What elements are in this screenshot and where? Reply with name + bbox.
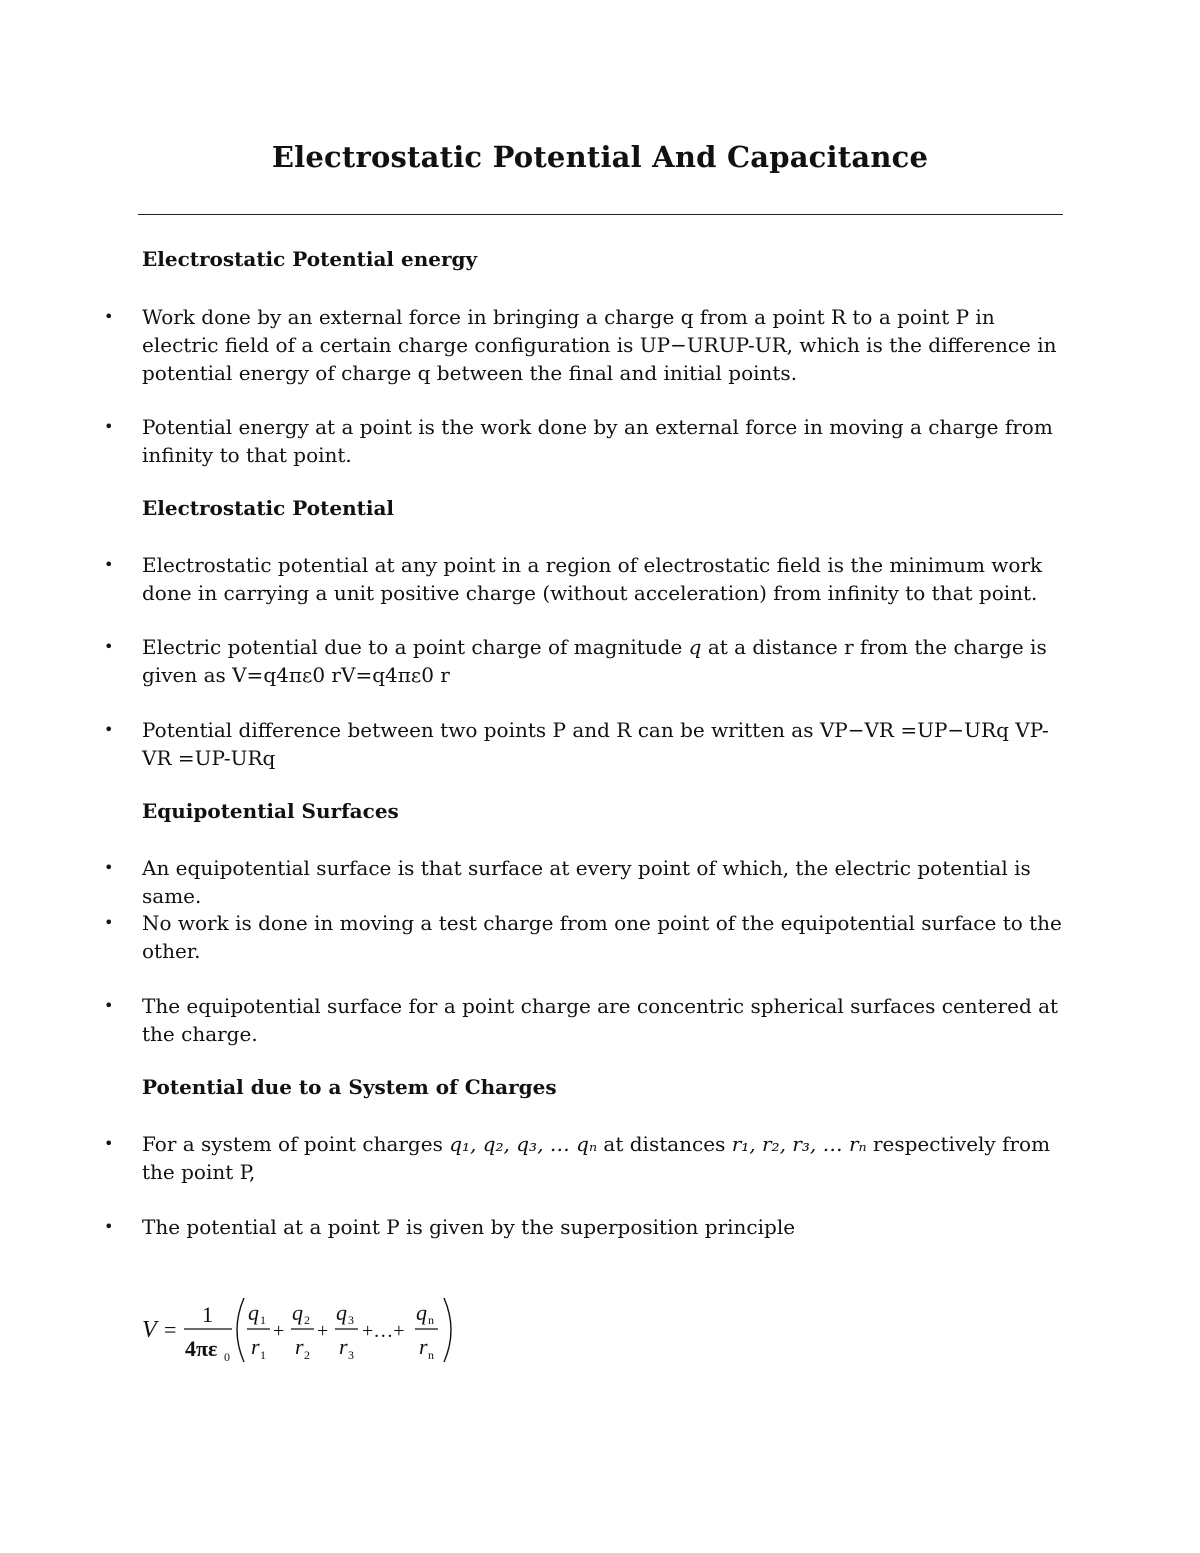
bullet-potential-definition: Electrostatic potential at any point in a region of electrostatic field is the minimum work done in carrying a unit positive charge (without acceleration) from infinity to that point. [142, 553, 1043, 605]
bullet-icon: • [104, 637, 114, 656]
charges-list: q₁, q₂, q₃, … qₙ [449, 1132, 598, 1156]
bullet-system-of-charges [142, 1130, 1067, 1186]
section-heading-system-of-charges: Potential due to a System of Charges [142, 1075, 557, 1099]
left-paren-icon [237, 1298, 244, 1362]
bullet-work-done: Work done by an external force in bringing a charge q from a point R to a point P in electric field of a certain charge configuration is UP−URUP-UR, which is the difference in potential energy of charge q between the final and initial points. [142, 305, 1057, 385]
bullet-icon: • [104, 996, 114, 1015]
system-text-middle: at distances [597, 1132, 732, 1156]
formula-equals: = [164, 1317, 177, 1342]
page-title: Electrostatic Potential And Capacitance [271, 140, 929, 174]
system-text-before: For a system of point charges [142, 1132, 450, 1156]
point-charge-text-before: Electric potential due to a point charge of magnitude [142, 635, 689, 659]
bullet-potential-energy-point: Potential energy at a point is the work done by an external force in moving a charge from infinity to that point. [142, 415, 1053, 467]
right-paren-icon [444, 1298, 451, 1362]
formula-image [140, 1292, 470, 1372]
system-text-after: respectively from the point P, [142, 1132, 1051, 1184]
formula-r2: r [295, 1334, 304, 1359]
bullet-potential-difference: Potential difference between two points P and R can be written as VP−VR =UP−URq VP-VR =UP-URq [142, 718, 1049, 770]
bullet-icon: • [104, 1217, 114, 1236]
bullet-icon: • [104, 720, 114, 739]
formula-denominator: 4πε [185, 1336, 218, 1361]
formula-qn: q [416, 1300, 427, 1325]
formula-ellipsis: +…+ [362, 1320, 405, 1342]
formula-lhs: V [142, 1317, 157, 1343]
bullet-icon: • [104, 913, 114, 932]
section-heading-equipotential: Equipotential Surfaces [142, 799, 399, 823]
formula-plus-2: + [317, 1320, 329, 1342]
formula-q3: q [336, 1300, 347, 1325]
title-divider [138, 214, 1063, 215]
formula-r1-sub: 1 [260, 1348, 266, 1362]
formula-denominator-sub: 0 [224, 1350, 230, 1364]
formula-rn-sub: n [428, 1348, 434, 1362]
formula-q2-sub: 2 [304, 1313, 310, 1327]
formula-r3: r [339, 1334, 348, 1359]
formula-qn-sub: n [428, 1313, 434, 1327]
point-charge-text-after: at a distance r from the charge is given as V=q4πε0 rV=q4πε0 r [142, 635, 1047, 687]
bullet-icon: • [104, 1134, 114, 1153]
bullet-icon: • [104, 307, 114, 326]
charge-variable: q [688, 635, 702, 659]
formula-q3-sub: 3 [348, 1313, 354, 1327]
formula-r1: r [251, 1334, 260, 1359]
formula-q1: q [248, 1300, 259, 1325]
bullet-point-charge-potential [142, 633, 1067, 689]
formula-rn: r [419, 1334, 428, 1359]
bullet-icon: • [104, 555, 114, 574]
bullet-superposition: The potential at a point P is given by the superposition principle [142, 1215, 796, 1239]
formula-q1-sub: 1 [260, 1313, 266, 1327]
bullet-equipotential-definition: An equipotential surface is that surface at every point of which, the electric potential is same. [142, 856, 1031, 908]
bullet-concentric-surfaces: The equipotential surface for a point charge are concentric spherical surfaces centered at the charge. [142, 994, 1059, 1046]
superposition-formula [140, 1292, 470, 1376]
distances-list: r₁, r₂, r₃, … rₙ [731, 1132, 867, 1156]
section-heading-electrostatic-potential: Electrostatic Potential [142, 496, 395, 520]
section-heading-potential-energy: Electrostatic Potential energy [142, 247, 478, 271]
formula-plus-1: + [273, 1320, 285, 1342]
formula-numerator-one: 1 [202, 1302, 213, 1327]
bullet-icon: • [104, 858, 114, 877]
formula-q2: q [292, 1300, 303, 1325]
formula-r3-sub: 3 [348, 1348, 354, 1362]
formula-r2-sub: 2 [304, 1348, 310, 1362]
bullet-no-work: No work is done in moving a test charge from one point of the equipotential surface to the other. [142, 911, 1062, 963]
bullet-icon: • [104, 417, 114, 436]
